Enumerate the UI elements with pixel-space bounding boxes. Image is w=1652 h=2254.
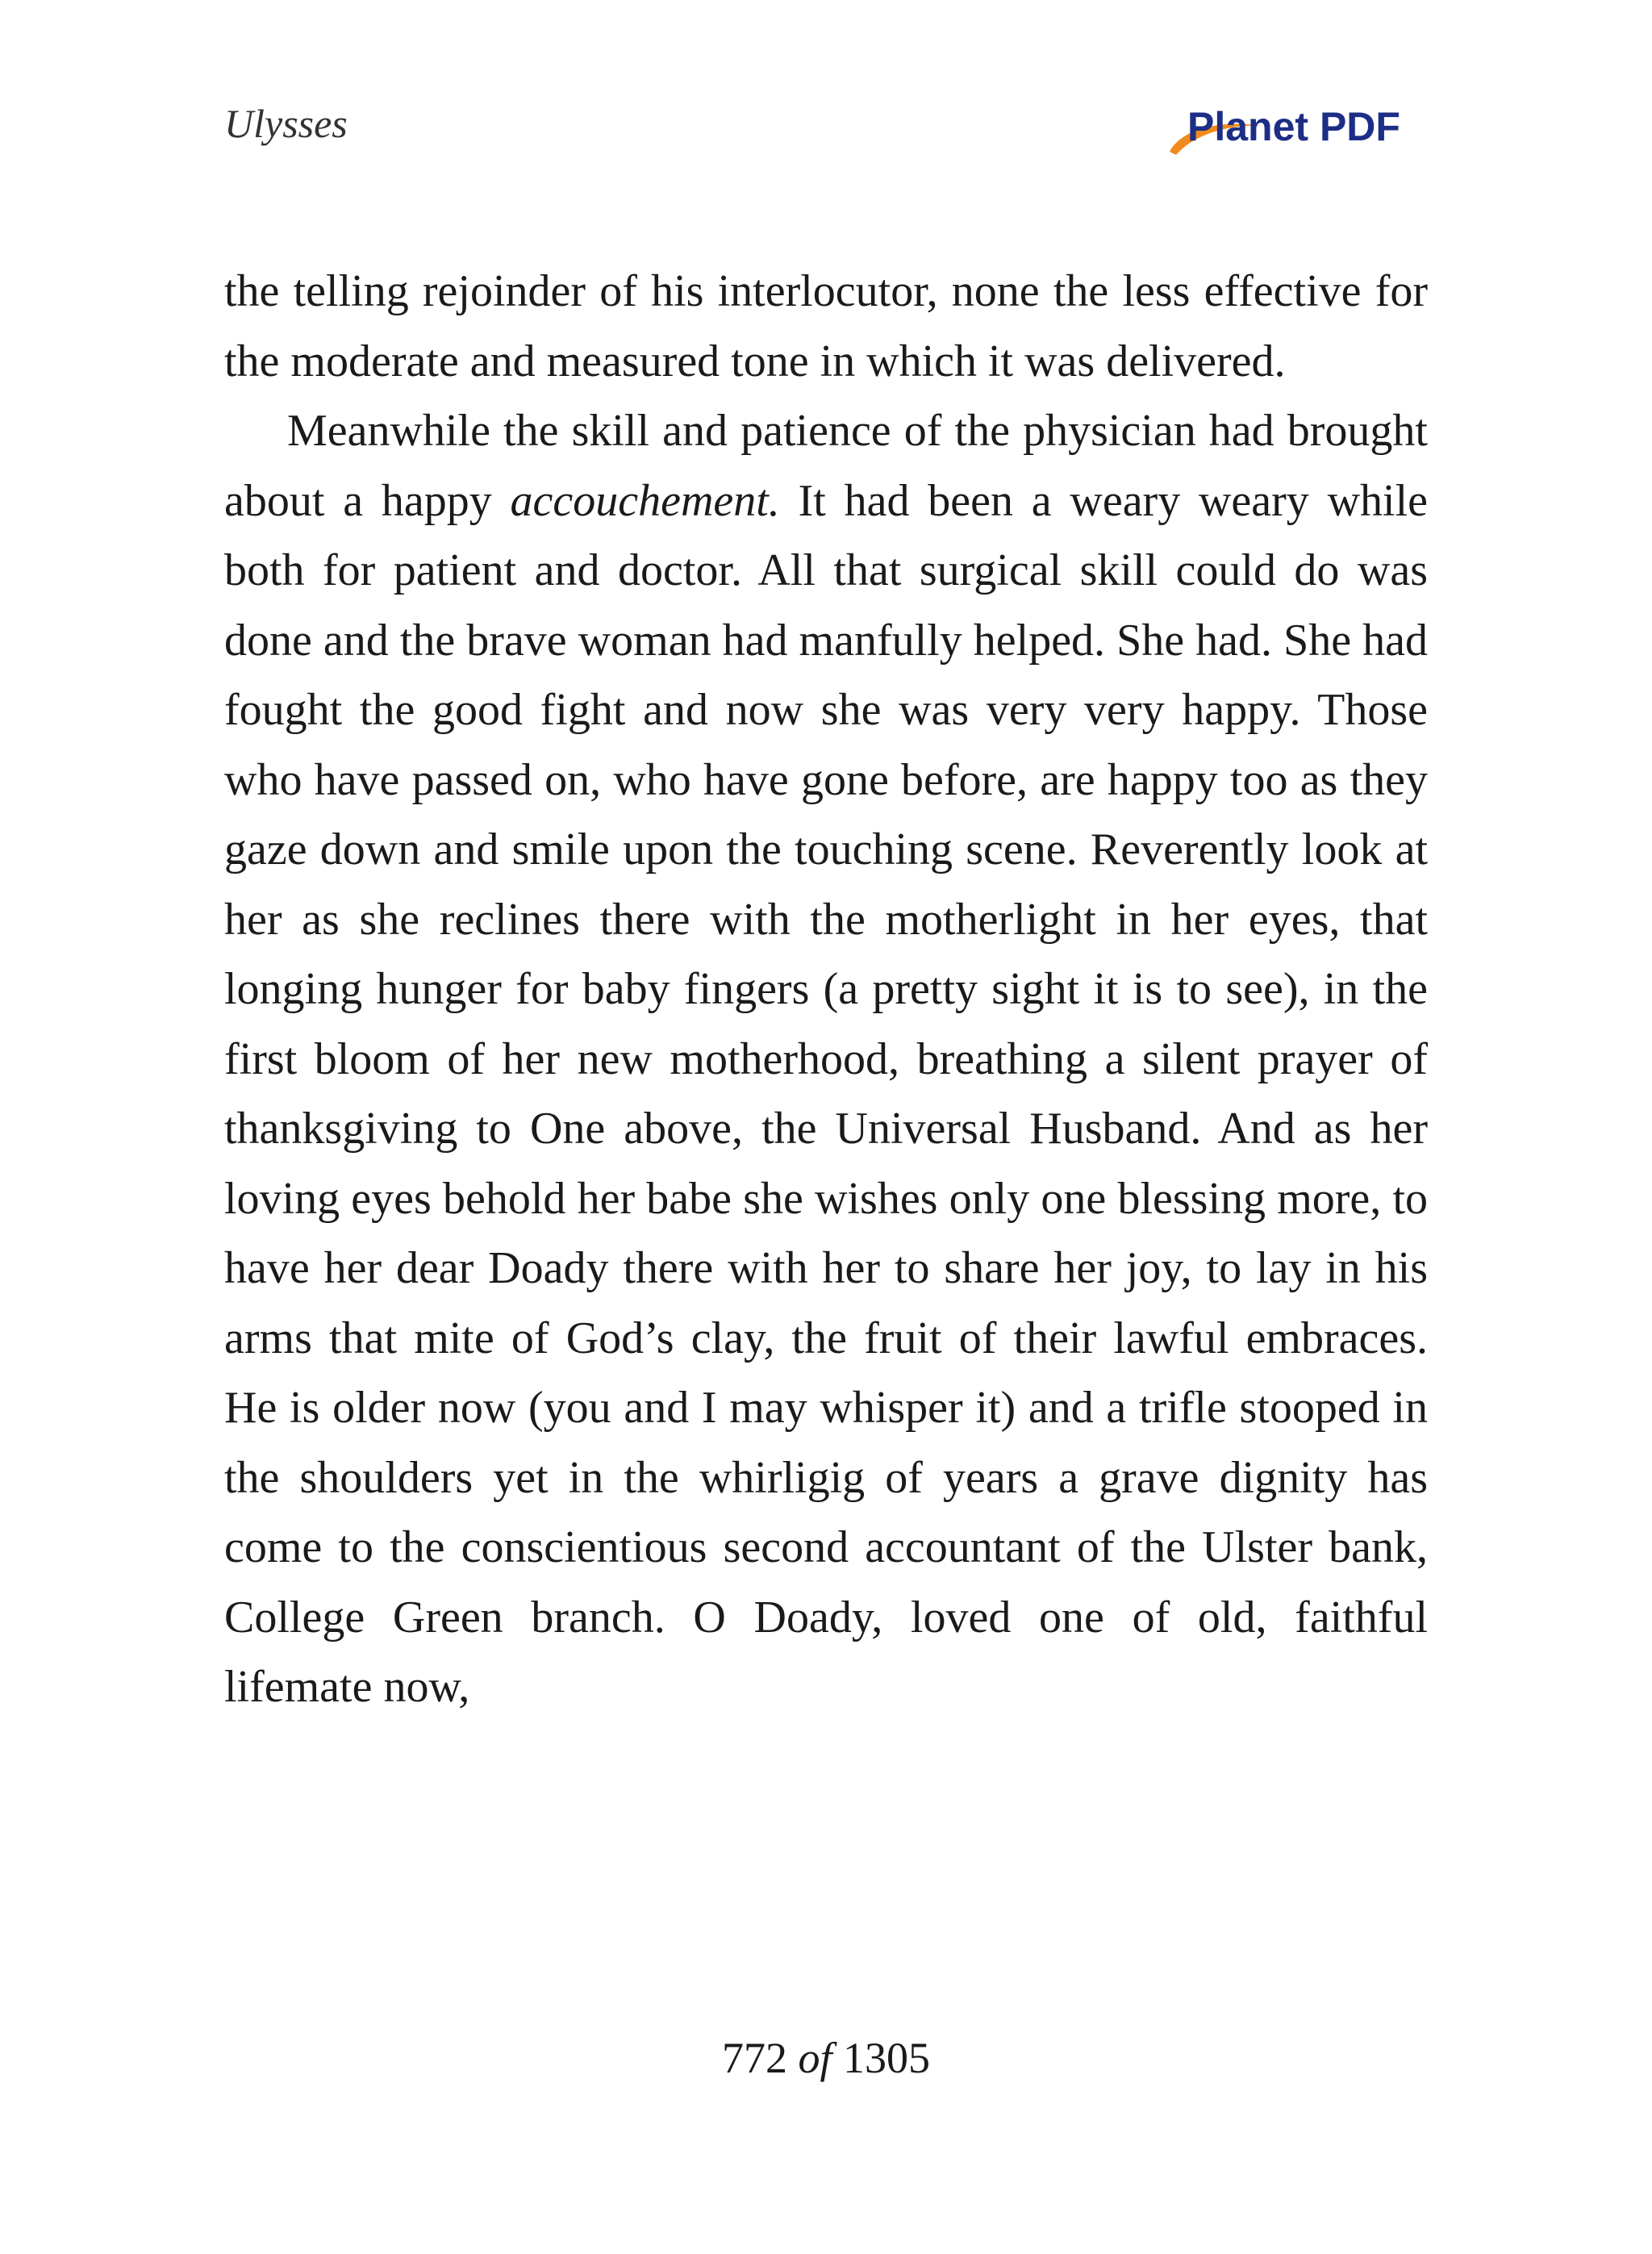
book-title: Ulysses	[224, 101, 348, 146]
current-page: 772	[721, 2034, 787, 2082]
page-body	[224, 257, 1428, 1722]
paragraph	[224, 396, 1428, 1722]
paragraph: the telling rejoinder of his interlocutor, none the less effective for the moderate and measured tone in which it was delivered.	[224, 266, 1428, 386]
paragraph-text: Meanwhile the skill and patience of the physician had brought about a happy	[224, 406, 1428, 526]
logo-text: Planet PDF	[1187, 104, 1400, 149]
italic-term: accouchement.	[510, 475, 780, 526]
total-pages: 1305	[843, 2034, 930, 2082]
paragraph-text: It had been a weary weary while both for patient and doctor. All that surgical skill could do was done and the brave woman had manfully helped. She had. She had fought the good fight and now she was very very happy. Those who have passed on, who have gone before, are happy too as they gaze down and smile upon the touching scene. Reverently look at her as she reclines there with the motherlight in her eyes, that longing hunger for baby fingers (a pretty sight it is to see), in the first bloom of her new motherhood, breathing a silent prayer of thanksgiving to One above, the Universal Husband. And as her loving eyes behold her babe she wishes only one blessing more, to have her dear Doady there with her to share her joy, to lay in his arms that mite of God’s clay, the fruit of their lawful embraces. He is older now (you and I may whisper it) and a trifle stooped in the shoulders yet in the whirligig of years a grave dignity has come to the conscientious second accountant of the Ulster bank, College Green branch. O Doady, loved one of old, faithful lifemate now,	[224, 475, 1428, 1712]
page-of-label: of	[798, 2034, 832, 2082]
planet-pdf-logo[interactable]	[1165, 102, 1423, 166]
page-number	[0, 2036, 1652, 2080]
